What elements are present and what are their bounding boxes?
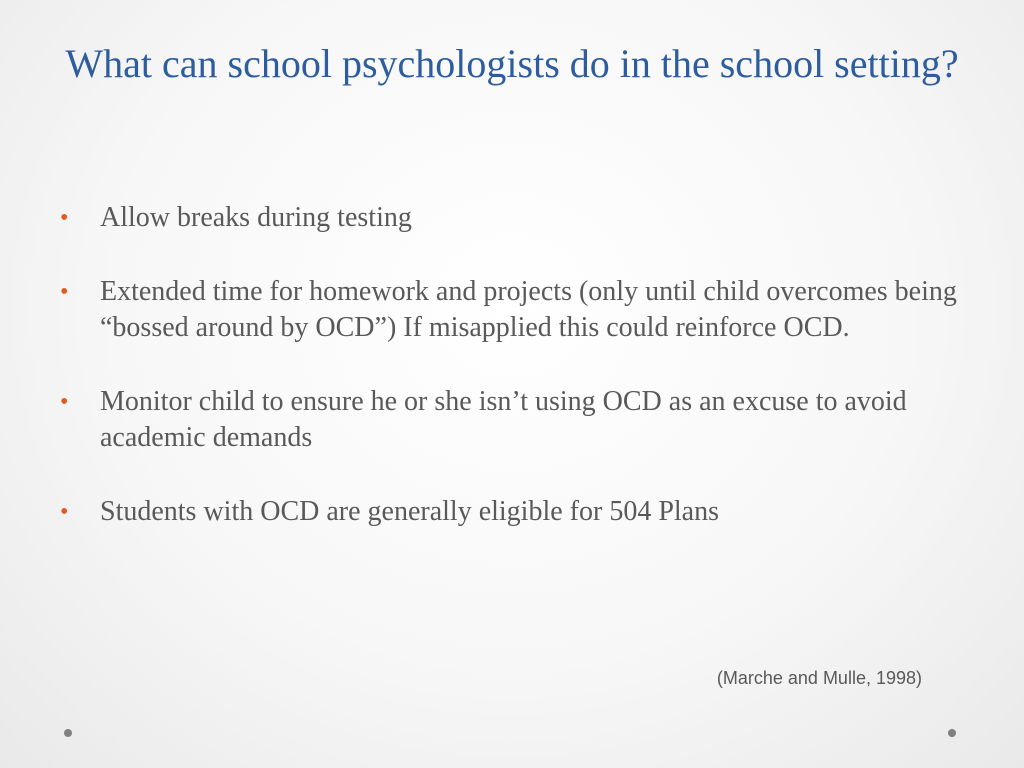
bullet-item [58,384,958,456]
decorative-dot-icon [64,729,72,737]
bullet-icon: • [60,279,69,305]
bullet-icon: • [60,389,69,415]
decorative-dot-icon [948,729,956,737]
slide-title: What can school psychologists do in the school setting? [65,41,959,86]
bullet-icon: • [60,499,69,525]
citation: (Marche and Mulle, 1998) [716,668,922,688]
bullet-icon: • [60,205,69,231]
bullet-text: Extended time for homework and projects (only until child overcomes being “bossed around by OCD”) If misapplied this could reinforce OCD. [100,276,957,343]
bullet-item [58,200,958,236]
bullet-text: Monitor child to ensure he or she isn’t using OCD as an excuse to avoid academic demands [100,386,907,453]
bullet-list [58,200,958,568]
bullet-text: Allow breaks during testing [100,202,412,233]
bullet-item [58,494,958,530]
bullet-text: Students with OCD are generally eligible for 504 Plans [100,496,719,527]
bullet-item [58,274,958,346]
